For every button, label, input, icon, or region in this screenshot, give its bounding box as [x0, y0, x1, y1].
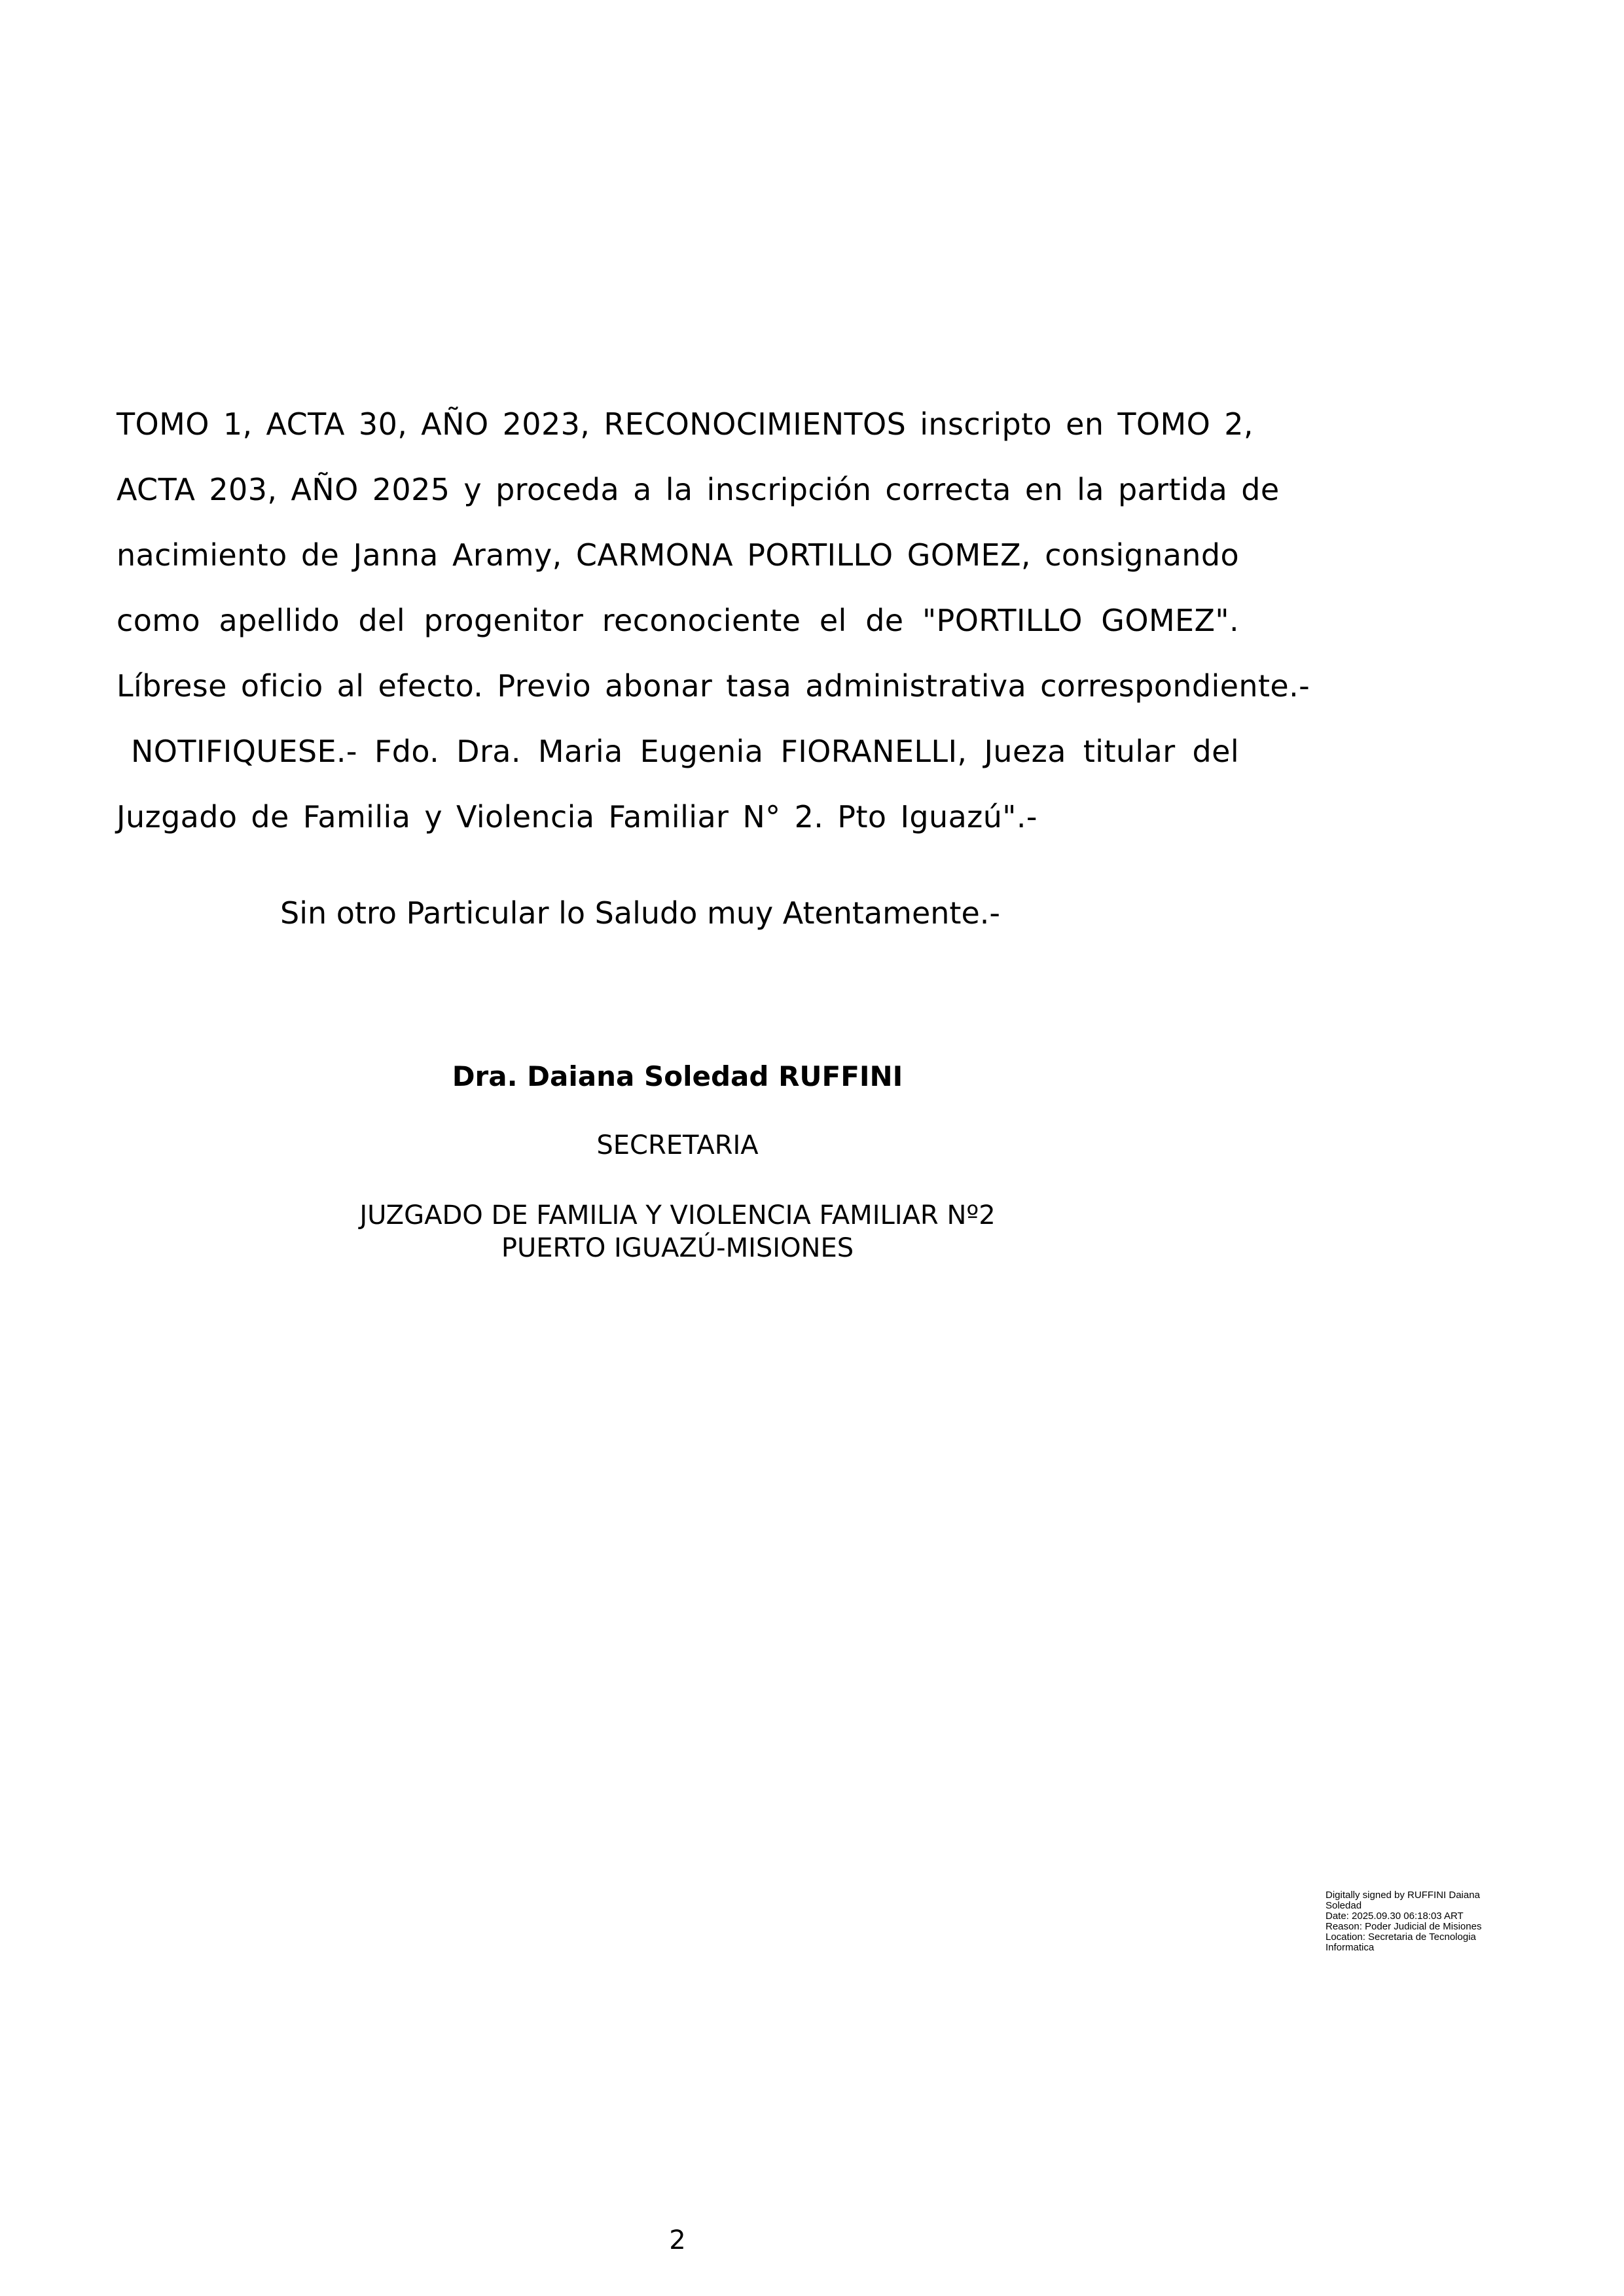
body-line: NOTIFIQUESE.- Fdo. Dra. Maria Eugenia FIORANELLI, Jueza titular del [131, 734, 1239, 769]
body-line: nacimiento de Janna Aramy, CARMONA PORTILLO GOMEZ, consignando [117, 537, 1239, 573]
digital-signature-stamp [1326, 1890, 1509, 1953]
signer-court: JUZGADO DE FAMILIA Y VIOLENCIA FAMILIAR Nº2 [359, 1200, 996, 1230]
digital-signature-line: Reason: Poder Judicial de Misiones [1326, 1921, 1482, 1932]
digital-signature-line: Date: 2025.09.30 06:18:03 ART [1326, 1910, 1464, 1922]
body-line: como apellido del progenitor reconociente el de "PORTILLO GOMEZ". [117, 603, 1239, 638]
digital-signature-line: Digitally signed by RUFFINI Daiana [1326, 1890, 1480, 1901]
signer-place: PUERTO IGUAZÚ-MISIONES [501, 1233, 854, 1263]
body-paragraph [117, 391, 1310, 850]
digital-signature-line: Soledad [1326, 1900, 1362, 1911]
body-line: Líbrese oficio al efecto. Previo abonar tasa administrativa correspondiente.- [117, 668, 1310, 704]
digital-signature-line: Informatica [1326, 1942, 1375, 1953]
body-line: TOMO 1, ACTA 30, AÑO 2023, RECONOCIMIENTOS inscripto en TOMO 2, [117, 406, 1254, 442]
digital-signature-line: Location: Secretaria de Tecnologia [1326, 1931, 1476, 1943]
body-line: ACTA 203, AÑO 2025 y proceda a la inscripción correcta en la partida de [117, 472, 1280, 507]
body-line: Juzgado de Familia y Violencia Familiar N° 2. Pto Iguazú".- [117, 799, 1038, 834]
signer-role: SECRETARIA [596, 1130, 759, 1160]
closing-salutation: Sin otro Particular lo Saludo muy Atentamente.- [280, 895, 1000, 931]
page-number: 2 [669, 2225, 686, 2255]
signer-name: Dra. Daiana Soledad RUFFINI [452, 1060, 903, 1092]
